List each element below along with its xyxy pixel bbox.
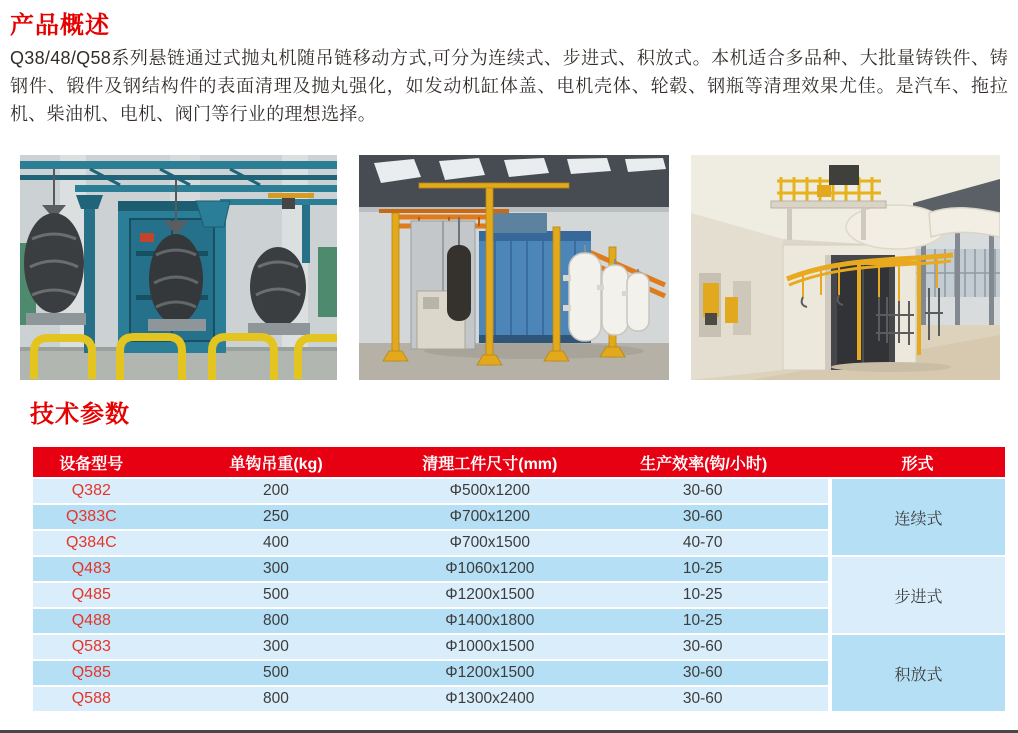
cell-weight: 400 xyxy=(150,530,403,556)
cell-efficiency: 10-25 xyxy=(577,608,830,634)
header-hook-weight: 单钩吊重(kg) xyxy=(150,447,403,478)
cell-size: Φ700x1500 xyxy=(402,530,577,556)
cell-model: Q583 xyxy=(33,634,150,660)
cell-size: Φ1000x1500 xyxy=(402,634,577,660)
cell-size: Φ1200x1500 xyxy=(402,582,577,608)
overview-paragraph: Q38/48/Q58系列悬链通过式抛丸机随吊链移动方式,可分为连续式、步进式、积放式。本机适合多品种、大批量铸铁件、铸钢件、锻件及钢结构件的表面清理及抛丸强化，如发动机缸体盖、电机壳体、轮毂、钢瓶等清理效果尤佳。是汽车、拖拉机、柴油机、电机、阀门等行业的理想选择。 xyxy=(10,48,1008,124)
table-row xyxy=(33,556,1005,582)
cell-weight: 500 xyxy=(150,582,403,608)
cell-weight: 300 xyxy=(150,556,403,582)
cell-size: Φ700x1200 xyxy=(402,504,577,530)
photo-row xyxy=(20,155,1000,380)
cell-efficiency: 30-60 xyxy=(577,660,830,686)
header-type: 形式 xyxy=(830,447,1005,478)
cell-efficiency: 30-60 xyxy=(577,504,830,530)
cell-weight: 800 xyxy=(150,686,403,712)
cell-weight: 300 xyxy=(150,634,403,660)
overhead-conveyor-tanks-photo xyxy=(359,155,669,380)
cell-model: Q585 xyxy=(33,660,150,686)
cell-type-group: 积放式 xyxy=(830,634,1005,712)
cell-size: Φ500x1200 xyxy=(402,478,577,504)
cell-weight: 800 xyxy=(150,608,403,634)
cell-efficiency: 10-25 xyxy=(577,556,830,582)
header-model: 设备型号 xyxy=(33,447,150,478)
section-title-overview: 产品概述 xyxy=(10,12,110,39)
cell-efficiency: 30-60 xyxy=(577,634,830,660)
cell-efficiency: 10-25 xyxy=(577,582,830,608)
header-efficiency: 生产效率(钩/小时) xyxy=(577,447,830,478)
table-header-row xyxy=(33,447,1005,478)
cell-efficiency: 30-60 xyxy=(577,478,830,504)
cell-weight: 500 xyxy=(150,660,403,686)
cell-model: Q485 xyxy=(33,582,150,608)
cell-model: Q384C xyxy=(33,530,150,556)
cell-efficiency: 30-60 xyxy=(577,686,830,712)
cell-type-group: 连续式 xyxy=(830,478,1005,556)
table-row xyxy=(33,634,1005,660)
header-workpiece-size: 清理工件尺寸(mm) xyxy=(402,447,577,478)
cell-type-group: 步进式 xyxy=(830,556,1005,634)
cell-weight: 250 xyxy=(150,504,403,530)
cell-efficiency: 40-70 xyxy=(577,530,830,556)
cell-weight: 200 xyxy=(150,478,403,504)
specs-table xyxy=(33,447,1005,713)
cell-size: Φ1400x1800 xyxy=(402,608,577,634)
cell-size: Φ1300x2400 xyxy=(402,686,577,712)
section-title-specs: 技术参数 xyxy=(30,401,130,428)
cell-model: Q483 xyxy=(33,556,150,582)
cell-size: Φ1200x1500 xyxy=(402,660,577,686)
cell-model: Q488 xyxy=(33,608,150,634)
cell-size: Φ1060x1200 xyxy=(402,556,577,582)
cell-model: Q383C xyxy=(33,504,150,530)
monorail-blast-room-photo xyxy=(691,155,1000,380)
table-row xyxy=(33,478,1005,504)
cell-model: Q382 xyxy=(33,478,150,504)
hanger-shot-blast-machine-photo xyxy=(20,155,337,380)
cell-model: Q588 xyxy=(33,686,150,712)
